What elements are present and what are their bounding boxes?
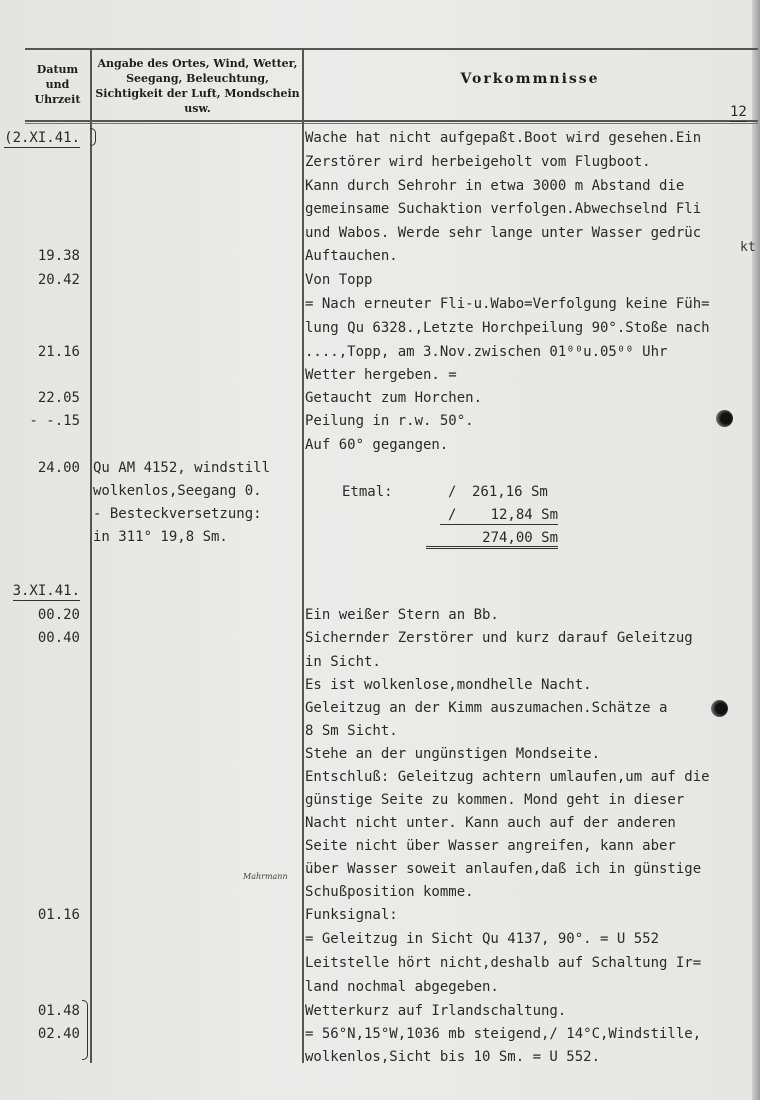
position-line: wolkenlos,Seegang 0.: [93, 483, 262, 499]
time-entry: 00.20: [37, 607, 80, 623]
entry-line: Getaucht zum Horchen.: [305, 390, 483, 406]
position-line: - Besteckversetzung:: [93, 506, 262, 522]
entry-line: Peilung in r.w. 50°.: [305, 413, 474, 429]
time-entry: - -.15: [29, 413, 80, 429]
entry-line: Wache hat nicht aufgepaßt.Boot wird gesehen.Ein: [305, 130, 702, 146]
entry-line: und Wabos. Werde sehr lange unter Wasser gedrüc: [305, 225, 702, 241]
time-entry: 21.16: [37, 344, 80, 360]
header-bottom-rule: [25, 120, 758, 122]
entry-line: Funksignal:: [305, 907, 398, 923]
time-entry: (2.XI.41.: [4, 130, 80, 146]
time-entry: 01.48: [37, 1003, 80, 1019]
entry-line: lung Qu 6328.,Letzte Horchpeilung 90°.Stoße nach: [305, 320, 710, 336]
position-line: in 311° 19,8 Sm.: [93, 529, 228, 545]
entry-line: = Geleitzug in Sicht Qu 4137, 90°. = U 552: [305, 931, 660, 947]
entry-line: = 56°N,15°W,1036 mb steigend,/ 14°C,Windstille,: [305, 1026, 702, 1042]
pencil-tick: /: [448, 507, 457, 523]
bracket-mark: [90, 128, 96, 146]
entry-line: über Wasser soweit anlaufen,daß ich in günstige: [305, 861, 702, 877]
entry-line: wolkenlos,Sicht bis 10 Sm. = U 552.: [305, 1049, 601, 1065]
header-angabe-ort: Angabe des Ortes, Wind, Wetter, Seegang, Beleuchtung, Sichtigkeit der Luft, Mondschein usw.: [95, 57, 300, 115]
entry-line: Leitstelle hört nicht,deshalb auf Schaltung Ir=: [305, 955, 702, 971]
entry-line: Auftauchen.: [305, 248, 398, 264]
etmal-label: Etmal:: [342, 484, 393, 500]
pencil-tick: /: [448, 484, 457, 500]
time-entry: 22.05: [37, 390, 80, 406]
header-vorkommnisse: Vorkommnisse: [460, 71, 600, 87]
entry-line: Auf 60° gegangen.: [305, 437, 449, 453]
header-bottom-thin-rule: [25, 123, 758, 124]
signature-scribble: Mahrmann: [243, 872, 288, 881]
punch-hole: [716, 410, 733, 427]
entry-line: land nochmal abgegeben.: [305, 979, 499, 995]
time-entry: 00.40: [37, 630, 80, 646]
entry-line: Schußposition komme.: [305, 884, 474, 900]
time-entry: 19.38: [37, 248, 80, 264]
margin-note: kt: [740, 240, 756, 255]
entry-line: Zerstörer wird herbeigeholt vom Flugboot.: [305, 154, 651, 170]
position-line: Qu AM 4152, windstill: [93, 460, 271, 476]
time-entry: 02.40: [37, 1026, 80, 1042]
entry-line: Von Topp: [305, 272, 373, 288]
entry-line: Nacht nicht unter. Kann auch auf der anderen: [305, 815, 676, 831]
entry-line: günstige Seite zu kommen. Mond geht in dieser: [305, 792, 685, 808]
entry-line: Es ist wolkenlose,mondhelle Nacht.: [305, 677, 592, 693]
entry-line: Kann durch Sehrohr in etwa 3000 m Abstand die: [305, 178, 685, 194]
time-entry: 01.16: [37, 907, 80, 923]
punch-hole: [711, 700, 728, 717]
page-number: 12: [730, 104, 747, 120]
entry-line: Wetter hergeben. =: [305, 367, 457, 383]
header-datum-uhrzeit: Datum und Uhrzeit: [34, 63, 81, 106]
bracket-mark: [82, 1000, 88, 1060]
time-entry: 20.42: [37, 272, 80, 288]
etmal-value-2: 12,84 Sm: [440, 507, 558, 525]
page-edge-shadow: [752, 0, 760, 1100]
etmal-value-1: 261,16 Sm: [472, 484, 548, 500]
entry-line: Entschluß: Geleitzug achtern umlaufen,um auf die: [305, 769, 710, 785]
time-entry: 24.00: [37, 460, 80, 476]
entry-line: Wetterkurz auf Irlandschaltung.: [305, 1003, 567, 1019]
entry-line: gemeinsame Suchaktion verfolgen.Abwechselnd Fli: [305, 201, 702, 217]
entry-line: Stehe an der ungünstigen Mondseite.: [305, 746, 601, 762]
header-top-rule: [25, 48, 758, 50]
entry-line: 8 Sm Sicht.: [305, 723, 398, 739]
entry-line: Seite nicht über Wasser angreifen, kann aber: [305, 838, 676, 854]
column-divider-2: [302, 48, 304, 1063]
entry-line: ....,Topp, am 3.Nov.zwischen 01⁰⁰u.05⁰⁰ Uhr: [305, 344, 668, 360]
entry-line: in Sicht.: [305, 654, 381, 670]
etmal-total: 274,00 Sm: [426, 530, 558, 549]
column-divider-1: [90, 48, 92, 1063]
entry-line: Sichernder Zerstörer und kurz darauf Geleitzug: [305, 630, 693, 646]
entry-line: Geleitzug an der Kimm auszumachen.Schätze a: [305, 700, 668, 716]
date-entry: 3.XI.41.: [12, 583, 80, 599]
entry-line: Ein weißer Stern an Bb.: [305, 607, 499, 623]
entry-line: = Nach erneuter Fli-u.Wabo=Verfolgung keine Füh=: [305, 296, 710, 312]
